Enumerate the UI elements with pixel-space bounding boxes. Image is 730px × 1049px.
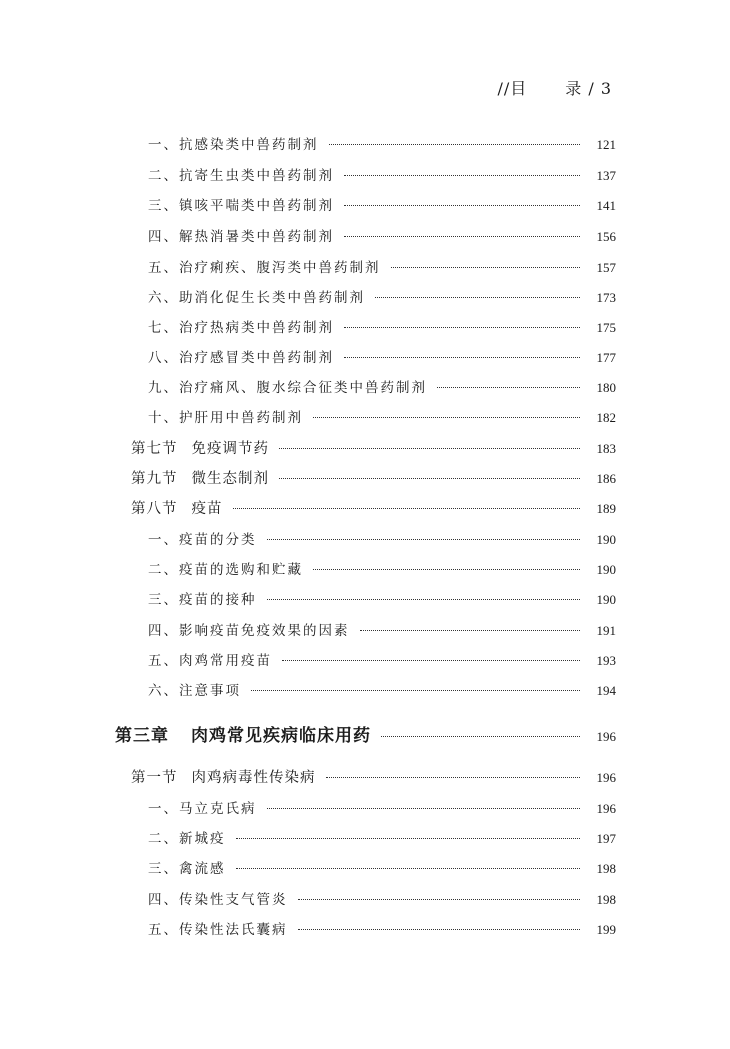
toc-entry-text: 助消化促生长类中兽药制剂 bbox=[179, 290, 365, 306]
toc-entry-number: 第三章 bbox=[115, 726, 169, 746]
toc-entry-title bbox=[148, 619, 350, 639]
toc-entry-number: 第八节 bbox=[131, 501, 178, 517]
toc-page-number: 190 bbox=[596, 562, 616, 577]
header-left: //目 bbox=[497, 79, 528, 98]
dot-leader bbox=[381, 736, 580, 737]
toc-page-number: 141 bbox=[596, 198, 616, 213]
toc-page-number: 137 bbox=[596, 168, 616, 183]
toc-entry-text: 疫苗的接种 bbox=[179, 592, 257, 608]
toc-page-number: 197 bbox=[596, 831, 616, 846]
toc-entry-text: 疫苗的分类 bbox=[179, 532, 257, 548]
toc-entry-number: 十、 bbox=[148, 410, 179, 426]
toc-entry-title bbox=[148, 133, 319, 153]
toc-entry-text: 抗感染类中兽药制剂 bbox=[179, 137, 319, 153]
toc-entry-text: 解热消暑类中兽药制剂 bbox=[179, 229, 334, 245]
toc-entry-number: 八、 bbox=[148, 350, 179, 366]
dot-leader bbox=[298, 929, 581, 930]
toc-page-number: 198 bbox=[596, 892, 616, 907]
toc-entry-text: 治疗痢疾、腹泻类中兽药制剂 bbox=[179, 260, 381, 276]
toc-section-entry bbox=[0, 766, 730, 788]
dot-leader bbox=[267, 539, 581, 540]
toc-entry-title bbox=[148, 376, 427, 396]
toc-entry-number: 二、 bbox=[148, 168, 179, 184]
toc-entry-title bbox=[131, 766, 316, 787]
toc-item-entry bbox=[0, 346, 730, 368]
toc-page-number: 190 bbox=[596, 532, 616, 547]
toc-entry-text: 疫苗的选购和贮藏 bbox=[179, 562, 303, 578]
toc-section-entry bbox=[0, 497, 730, 519]
dot-leader bbox=[326, 777, 581, 778]
toc-item-entry bbox=[0, 558, 730, 580]
toc-entry-number: 七、 bbox=[148, 320, 179, 336]
dot-leader bbox=[344, 327, 580, 328]
toc-item-entry bbox=[0, 376, 730, 398]
toc-item-entry bbox=[0, 256, 730, 278]
toc-entry-title bbox=[148, 316, 334, 336]
toc-entry-text: 注意事项 bbox=[179, 683, 241, 699]
toc-entry-title bbox=[148, 888, 288, 908]
toc-entry-title bbox=[131, 437, 269, 458]
toc-entry-title bbox=[148, 528, 257, 548]
toc-page-number: 175 bbox=[596, 320, 616, 335]
toc-chapter-entry bbox=[0, 721, 730, 746]
dot-leader bbox=[236, 838, 581, 839]
dot-leader bbox=[267, 599, 581, 600]
toc-item-entry bbox=[0, 797, 730, 819]
toc-item-entry bbox=[0, 679, 730, 701]
toc-entry-text: 治疗热病类中兽药制剂 bbox=[179, 320, 334, 336]
toc-item-entry bbox=[0, 164, 730, 186]
toc-item-entry bbox=[0, 286, 730, 308]
toc-entry-text: 影响疫苗免疫效果的因素 bbox=[179, 623, 350, 639]
toc-page-number: 198 bbox=[596, 861, 616, 876]
dot-leader bbox=[313, 569, 580, 570]
dot-leader bbox=[437, 387, 580, 388]
toc-entry-text: 肉鸡常见疾病临床用药 bbox=[191, 726, 371, 746]
toc-item-entry bbox=[0, 619, 730, 641]
dot-leader bbox=[344, 236, 580, 237]
toc-entry-number: 第九节 bbox=[131, 471, 178, 487]
dot-leader bbox=[267, 808, 581, 809]
toc-entry-number: 四、 bbox=[148, 229, 179, 245]
toc-entry-number: 五、 bbox=[148, 260, 179, 276]
toc-page-number: 177 bbox=[596, 350, 616, 365]
toc-entry-title bbox=[148, 649, 272, 669]
toc-item-entry bbox=[0, 133, 730, 155]
toc-page-number: 180 bbox=[596, 380, 616, 395]
toc-entry-title bbox=[148, 346, 334, 366]
toc-entry-text: 肉鸡病毒性传染病 bbox=[191, 770, 316, 786]
toc-entry-title bbox=[115, 721, 371, 746]
toc-entry-number: 二、 bbox=[148, 831, 179, 847]
toc-entry-number: 一、 bbox=[148, 801, 179, 817]
toc-entry-number: 第一节 bbox=[131, 770, 178, 786]
toc-entry-title bbox=[148, 286, 365, 306]
toc-entry-number: 二、 bbox=[148, 562, 179, 578]
toc-entry-title bbox=[148, 827, 226, 847]
dot-leader bbox=[360, 630, 581, 631]
toc-entry-title bbox=[131, 497, 223, 518]
toc-entry-title bbox=[148, 797, 257, 817]
header-right: 录 bbox=[565, 79, 583, 98]
toc-entry-number: 一、 bbox=[148, 137, 179, 153]
toc-item-entry bbox=[0, 918, 730, 940]
toc-entry-title bbox=[148, 918, 288, 938]
toc-entry-text: 新城疫 bbox=[179, 831, 226, 847]
toc-page-number: 121 bbox=[596, 137, 616, 152]
dot-leader bbox=[329, 144, 581, 145]
toc-section-entry bbox=[0, 467, 730, 489]
toc-entry-number: 九、 bbox=[148, 380, 179, 396]
dot-leader bbox=[251, 690, 580, 691]
dot-leader bbox=[344, 205, 580, 206]
toc-entry-title bbox=[148, 679, 241, 699]
toc-entry-text: 免疫调节药 bbox=[191, 441, 269, 457]
toc-entry-title bbox=[148, 225, 334, 245]
toc-item-entry bbox=[0, 194, 730, 216]
dot-leader bbox=[298, 899, 581, 900]
dot-leader bbox=[233, 508, 581, 509]
toc-entry-text: 治疗感冒类中兽药制剂 bbox=[179, 350, 334, 366]
toc-entry-title bbox=[148, 558, 303, 578]
toc-item-entry bbox=[0, 857, 730, 879]
toc-entry-title bbox=[131, 467, 269, 488]
dot-leader bbox=[391, 267, 581, 268]
toc-entry-text: 传染性法氏囊病 bbox=[179, 922, 288, 938]
toc-page-number: 196 bbox=[596, 729, 616, 744]
dot-leader bbox=[344, 357, 580, 358]
toc-entry-text: 马立克氏病 bbox=[179, 801, 257, 817]
toc-entry-title bbox=[148, 406, 303, 426]
toc-entry-text: 肉鸡常用疫苗 bbox=[179, 653, 272, 669]
toc-entry-title bbox=[148, 164, 334, 184]
toc-item-entry bbox=[0, 649, 730, 671]
dot-leader bbox=[375, 297, 580, 298]
toc-entry-text: 抗寄生虫类中兽药制剂 bbox=[179, 168, 334, 184]
toc-section-entry bbox=[0, 437, 730, 459]
toc-item-entry bbox=[0, 225, 730, 247]
dot-leader bbox=[344, 175, 580, 176]
toc-item-entry bbox=[0, 528, 730, 550]
toc-page-number: 193 bbox=[596, 653, 616, 668]
toc-page-number: 183 bbox=[596, 441, 616, 456]
toc-entry-number: 一、 bbox=[148, 532, 179, 548]
toc-page-number: 196 bbox=[596, 770, 616, 785]
toc-entry-text: 禽流感 bbox=[179, 861, 226, 877]
toc-page-number: 191 bbox=[596, 623, 616, 638]
toc-page-number: 156 bbox=[596, 229, 616, 244]
toc-entry-number: 六、 bbox=[148, 290, 179, 306]
toc-entry-text: 治疗痛风、腹水综合征类中兽药制剂 bbox=[179, 380, 427, 396]
dot-leader bbox=[313, 417, 580, 418]
toc-entry-number: 第七节 bbox=[131, 441, 178, 457]
dot-leader bbox=[279, 448, 580, 449]
header-page-number: / 3 bbox=[588, 79, 612, 98]
toc-entry-number: 四、 bbox=[148, 892, 179, 908]
toc-item-entry bbox=[0, 588, 730, 610]
toc-entry-text: 护肝用中兽药制剂 bbox=[179, 410, 303, 426]
toc-entry-number: 三、 bbox=[148, 592, 179, 608]
toc-page-number: 173 bbox=[596, 290, 616, 305]
toc-page-number: 199 bbox=[596, 922, 616, 937]
toc-entry-text: 传染性支气管炎 bbox=[179, 892, 288, 908]
toc-page-number: 182 bbox=[596, 410, 616, 425]
toc-entry-text: 镇咳平喘类中兽药制剂 bbox=[179, 198, 334, 214]
toc-item-entry bbox=[0, 827, 730, 849]
toc-entry-text: 微生态制剂 bbox=[191, 471, 269, 487]
toc-item-entry bbox=[0, 406, 730, 428]
toc-entry-text: 疫苗 bbox=[191, 501, 223, 517]
toc-page-number: 196 bbox=[596, 801, 616, 816]
toc-entry-number: 四、 bbox=[148, 623, 179, 639]
toc-page-number: 186 bbox=[596, 471, 616, 486]
toc-entry-title bbox=[148, 194, 334, 214]
toc-entry-title bbox=[148, 256, 381, 276]
toc-page-number: 194 bbox=[596, 683, 616, 698]
dot-leader bbox=[279, 478, 580, 479]
toc-page-number: 189 bbox=[596, 501, 616, 516]
toc-page-number: 157 bbox=[596, 260, 616, 275]
toc-page-number: 190 bbox=[596, 592, 616, 607]
toc-entry-number: 三、 bbox=[148, 198, 179, 214]
toc-item-entry bbox=[0, 888, 730, 910]
dot-leader bbox=[236, 868, 581, 869]
dot-leader bbox=[282, 660, 580, 661]
toc-entry-number: 六、 bbox=[148, 683, 179, 699]
toc-entry-number: 五、 bbox=[148, 922, 179, 938]
toc-entry-number: 五、 bbox=[148, 653, 179, 669]
toc-entry-title bbox=[148, 588, 257, 608]
toc-entry-number: 三、 bbox=[148, 861, 179, 877]
toc-entry-title bbox=[148, 857, 226, 877]
toc-item-entry bbox=[0, 316, 730, 338]
